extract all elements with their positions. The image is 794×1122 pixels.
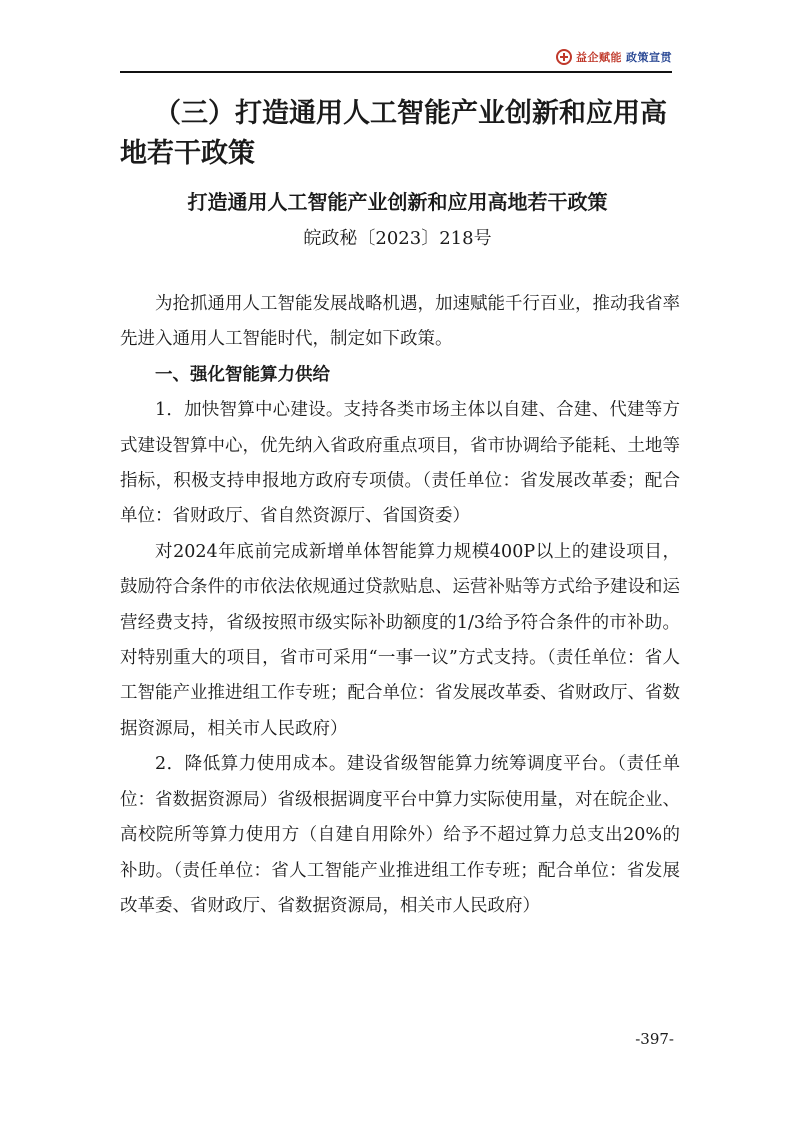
logo-text-blue: 政策宣贯 — [626, 51, 672, 64]
logo-text-red: 益企赋能 — [576, 51, 622, 64]
heading-section-1: 一、强化智能算力供给 — [155, 364, 330, 385]
header-rule — [120, 71, 672, 73]
logo-mark-icon — [556, 49, 572, 65]
paragraph-intro: 为抢抓通用人工智能发展战略机遇，加速赋能千行百业，推动我省率先进入通用人工智能时代，制定如下政策。 — [120, 294, 680, 350]
body-text — [120, 287, 680, 924]
paragraph-item-1: 1．加快智算中心建设。支持各类市场主体以自建、合建、代建等方式建设智算中心，优先纳入省政府重点项目，省市协调给予能耗、土地等指标，积极支持申报地方政府专项债。（责任单位：省发展改革委；配合单位：省财政厅、省自然资源厅、省国资委） — [120, 400, 680, 527]
section-title: （三）打造通用人工智能产业创新和应用高地若干政策 — [120, 98, 667, 169]
document-number: 皖政秘〔2023〕218号 — [303, 228, 492, 249]
paragraph-item-2: 2．降低算力使用成本。建设省级智能算力统筹调度平台。（责任单位：省数据资源局）省级根据调度平台中算力实际使用量，对在皖企业、高校院所等算力使用方（自建自用除外）给予不超过算力总支出20%的补助。（责任单位：省人工智能产业推进组工作专班；配合单位：省发展改革委、省财政厅、省数据资源局，相关市人民政府） — [120, 754, 680, 916]
header-logo — [556, 49, 672, 65]
paragraph-item-1-detail: 对2024年底前完成新增单体智能算力规模400P以上的建设项目，鼓励符合条件的市依法依规通过贷款贴息、运营补贴等方式给予建设和运营经费支持，省级按照市级实际补助额度的1/3给予符合条件的市补助。对特别重大的项目，省市可采用“一事一议”方式支持。（责任单位：省人工智能产业推进组工作专班；配合单位：省发展改革委、省财政厅、省数据资源局，相关市人民政府） — [120, 541, 680, 739]
page-number: -397- — [635, 1030, 674, 1048]
document-title: 打造通用人工智能产业创新和应用高地若干政策 — [187, 190, 608, 214]
